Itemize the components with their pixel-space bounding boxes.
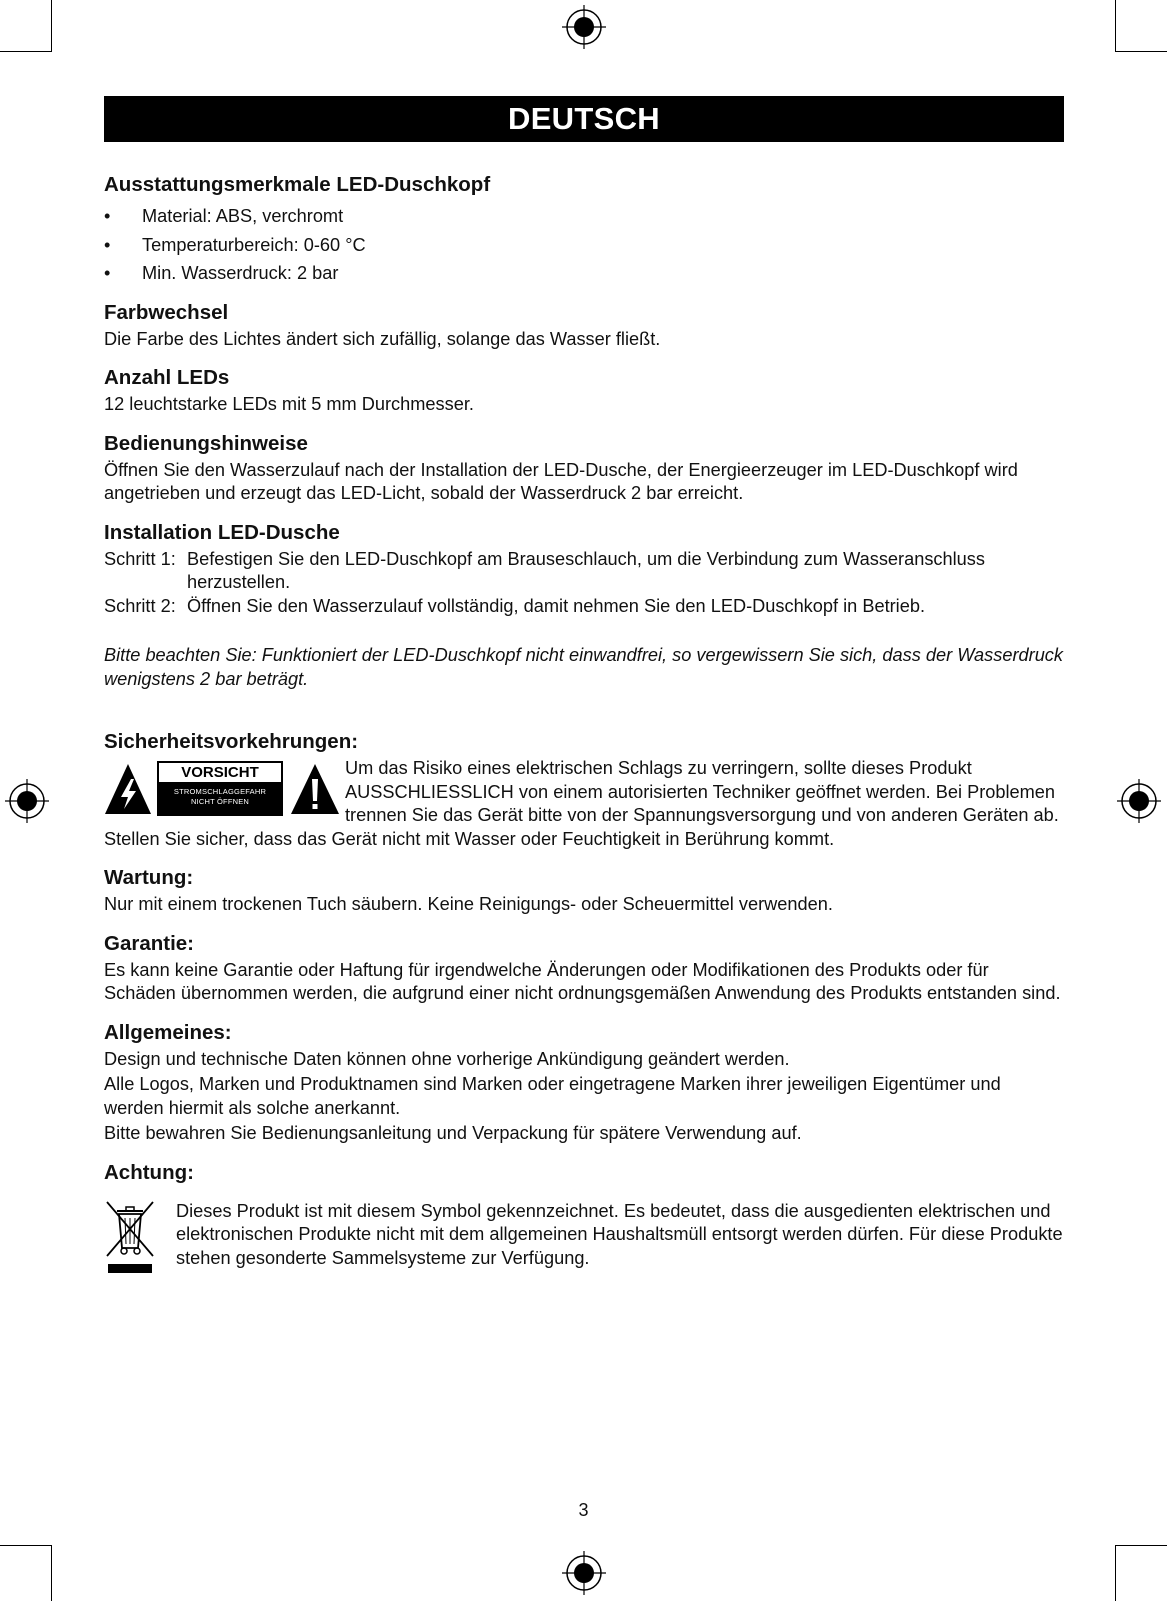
led-count-text: 12 leuchtstarke LEDs mit 5 mm Durchmesser. (104, 394, 474, 414)
caution-label (157, 761, 283, 816)
features-list (104, 202, 1064, 288)
list-item: • Min. Wasserdruck: 2 bar (104, 259, 1064, 288)
language-banner: DEUTSCH (104, 96, 1064, 142)
maintenance-text: Nur mit einem trockenen Tuch säubern. Keine Reinigungs- oder Scheuermittel verwenden. (104, 894, 833, 914)
caution-label-title: VORSICHT (159, 763, 281, 782)
safety-heading: Sicherheitsvorkehrungen: (104, 730, 359, 753)
page-number: 3 (578, 1500, 589, 1520)
crop-mark (51, 0, 52, 52)
color-change-heading: Farbwechsel (104, 300, 229, 324)
page-content (104, 96, 1064, 1282)
list-item: • Material: ABS, verchromt (104, 202, 1064, 231)
general-text: Alle Logos, Marken und Produktnamen sind Marken oder eingetragene Marken ihrer jeweiligen Eigentümer und werden hiermit als solche anerkannt. (104, 1074, 1001, 1118)
operation-text: Öffnen Sie den Wasserzulauf nach der Installation der LED-Dusche, der Energieerzeuger im LED-Duschkopf wird angetrieben und erzeugt das LED-Licht, sobald der Wasserdruck 2 bar erreicht. (104, 459, 1018, 503)
crop-mark (0, 51, 52, 52)
warning-label-group (104, 759, 344, 819)
general-text: Design und technische Daten können ohne vorherige Ankündigung geändert werden. (104, 1048, 790, 1069)
attention-block (104, 1200, 1064, 1283)
step-text: Befestigen Sie den LED-Duschkopf am Brauseschlauch, um die Verbindung zum Wasseranschluss herzustellen. (187, 548, 985, 592)
exclamation-warning-icon (290, 763, 340, 815)
color-change-text: Die Farbe des Lichtes ändert sich zufällig, solange das Wasser fließt. (104, 328, 661, 349)
caution-label-line: STROMSCHLAGGEFAHR (173, 787, 267, 796)
crop-mark (1115, 0, 1116, 52)
crop-mark (1115, 51, 1167, 52)
crossed-out-bin-icon-wrap (104, 1200, 176, 1283)
led-count-heading: Anzahl LEDs (104, 366, 230, 389)
step-label: Schritt 2: (104, 595, 176, 616)
maintenance-heading: Wartung: (104, 866, 194, 889)
attention-heading: Achtung: (104, 1160, 194, 1184)
operation-heading: Bedienungshinweise (104, 431, 308, 455)
attention-text: Dieses Produkt ist mit diesem Symbol gekennzeichnet. Es bedeutet, dass die ausgedienten elektrischen und elektronischen Produkte nicht mit dem allgemeinen Haushaltsmüll entsorgt werden dürfen. Für diese Produkte stehen gesonderte Sammelsysteme zur Verfügung. (176, 1200, 1063, 1268)
step-label: Schritt 1: (104, 548, 176, 569)
caution-label-line: NICHT ÖFFNEN (190, 797, 250, 806)
installation-step (104, 548, 1064, 595)
list-item: • Temperaturbereich: 0-60 °C (104, 231, 1064, 260)
installation-note: Bitte beachten Sie: Funktioniert der LED-Duschkopf nicht einwandfrei, so vergewissern Sie sich, dass der Wasserdruck wenigstens 2 bar beträgt. (104, 645, 1063, 689)
registration-mark-icon (562, 5, 606, 49)
crop-mark (1115, 1545, 1167, 1546)
warranty-text: Es kann keine Garantie oder Haftung für irgendwelche Änderungen oder Modifikationen des Produkts oder für Schäden übernommen werden, die aufgrund einer nicht ordnungsgemäßen Anwendung des Produkts entstanden sind. (104, 959, 1061, 1003)
safety-text: Um das Risiko eines elektrischen Schlags zu verringern, sollte dieses Produkt AUSSCHLIESSLICH von einem autorisierten Techniker geöffnet werden. Bei Problemen trennen Sie das Gerät bitte von der Spannungsversorgung und von anderen Geräten ab. Stellen Sie sicher, dass das Gerät nicht mit Wasser oder Feuchtigkeit in Berührung kommt. (104, 758, 1059, 849)
registration-mark-icon (562, 1551, 606, 1595)
crop-mark (51, 1545, 52, 1601)
features-heading: Ausstattungsmerkmale LED-Duschkopf (104, 173, 491, 196)
step-text: Öffnen Sie den Wasserzulauf vollständig, damit nehmen Sie den LED-Duschkopf in Betrieb. (187, 595, 926, 616)
registration-mark-icon (5, 779, 49, 823)
installation-heading: Installation LED-Dusche (104, 520, 340, 544)
safety-block (104, 757, 1064, 851)
crossed-out-bin-icon (104, 1200, 156, 1276)
warranty-heading: Garantie: (104, 931, 194, 955)
electric-shock-warning-icon (104, 763, 152, 815)
general-text: Bitte bewahren Sie Bedienungsanleitung und Verpackung für spätere Verwendung auf. (104, 1123, 802, 1143)
registration-mark-icon (1117, 779, 1161, 823)
installation-step (104, 595, 1064, 619)
crop-mark (0, 1545, 52, 1546)
crop-mark (1115, 1545, 1116, 1601)
general-heading: Allgemeines: (104, 1020, 232, 1044)
